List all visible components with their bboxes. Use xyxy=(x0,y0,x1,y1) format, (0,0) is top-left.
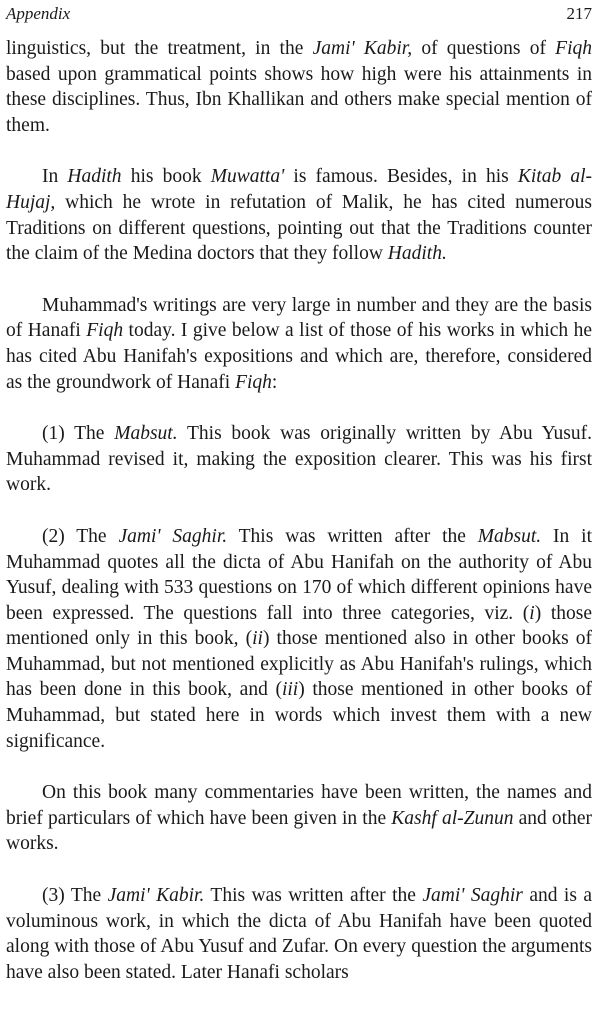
italic-text: Fiqh xyxy=(86,320,124,342)
italic-text: Jami' Kabir, xyxy=(312,38,413,59)
text-run: of questions of xyxy=(412,38,556,59)
text-run: ) those mentioned in other books of Muhammad, but stated here in words which invest them with a new significance. xyxy=(6,679,592,752)
text-run: Muhammad's writings are very large in number and they are the basis of Hanafi xyxy=(6,294,592,342)
text-run: and other works. xyxy=(6,807,592,855)
text-run: linguistics, but the treatment, in the xyxy=(6,38,313,59)
text-run: This was written after the xyxy=(227,525,478,547)
paragraph xyxy=(6,293,592,395)
paragraph xyxy=(6,421,592,498)
italic-text: Hadith. xyxy=(387,243,447,265)
paragraph xyxy=(6,36,592,138)
body-text xyxy=(6,36,592,985)
text-run: is famous. Besides, in his xyxy=(284,166,518,188)
italic-text: i xyxy=(529,602,535,624)
text-run: This book was originally written by Abu Yusuf. Muhammad revised it, making the exposition clearer. This was his first work. xyxy=(6,423,592,496)
italic-text: Kashf al-Zunun xyxy=(391,807,514,829)
paragraph xyxy=(6,780,592,857)
text-run: which he wrote in refutation of Malik, he has cited numerous Traditions on different questions, pointing out that the Traditions counter the claim of the Medina doctors that they follow xyxy=(6,191,592,265)
text-run: and is a voluminous work, in which the dicta of Abu Hanifah have been quoted along with those of Abu Yusuf and Zufar. On every question the arguments have also been stated. Later Hanafi scholars xyxy=(6,885,593,983)
text-run: (1) The xyxy=(42,423,115,445)
italic-text: Jami' Saghir xyxy=(422,885,523,907)
italic-text: Fiqh xyxy=(235,371,272,393)
text-run: ) those mentioned only in this book, ( xyxy=(6,602,592,650)
italic-text: Muwatta' xyxy=(210,166,285,188)
text-run: ) those mentioned also in other books of Muhammad, but not mentioned explicitly as Abu Hanifah's rulings, which has been done in this book, and ( xyxy=(6,628,592,701)
paragraph xyxy=(6,883,592,985)
text-run: his book xyxy=(121,166,211,188)
text-run: In xyxy=(42,166,68,188)
text-run: today. I give below a list of those of his works in which he has cited Abu Hanifah's expositions and which are, therefore, considered as the groundwork of Hanafi xyxy=(6,320,592,393)
text-run: (2) The xyxy=(42,525,119,547)
italic-text: Jami' Kabir. xyxy=(107,885,205,907)
italic-text: Kitab al-Hujaj, xyxy=(6,166,593,213)
paragraph xyxy=(6,524,592,754)
text-run: (3) The xyxy=(42,885,108,907)
italic-text: ii xyxy=(252,628,263,650)
italic-text: iii xyxy=(281,679,299,701)
italic-text: Jami' Saghir. xyxy=(118,525,228,547)
italic-text: Mabsut. xyxy=(477,525,542,547)
italic-text: Fiqh xyxy=(555,38,592,59)
text-run: based upon grammatical points shows how high were his attainments in these disciplines. Thus, Ibn Khallikan and others make special mention of them. xyxy=(6,63,592,136)
page-number: 217 xyxy=(566,4,592,23)
italic-text: Mabsut. xyxy=(114,423,178,445)
text-run: This was written after the xyxy=(204,885,423,907)
running-head xyxy=(6,4,592,28)
text-run: On this book many commentaries have been written, the names and brief particulars of which have been given in the xyxy=(6,782,592,829)
paragraph xyxy=(6,164,592,266)
text-run: In it Muhammad quotes all the dicta of Abu Hanifah on the authority of Abu Yusuf, dealing with 533 questions on 170 of which different opinions have been expressed. The questions fall into three categories, viz. ( xyxy=(6,525,592,624)
text-run: : xyxy=(271,371,278,393)
section-title: Appendix xyxy=(6,4,71,23)
italic-text: Hadith xyxy=(67,166,122,188)
